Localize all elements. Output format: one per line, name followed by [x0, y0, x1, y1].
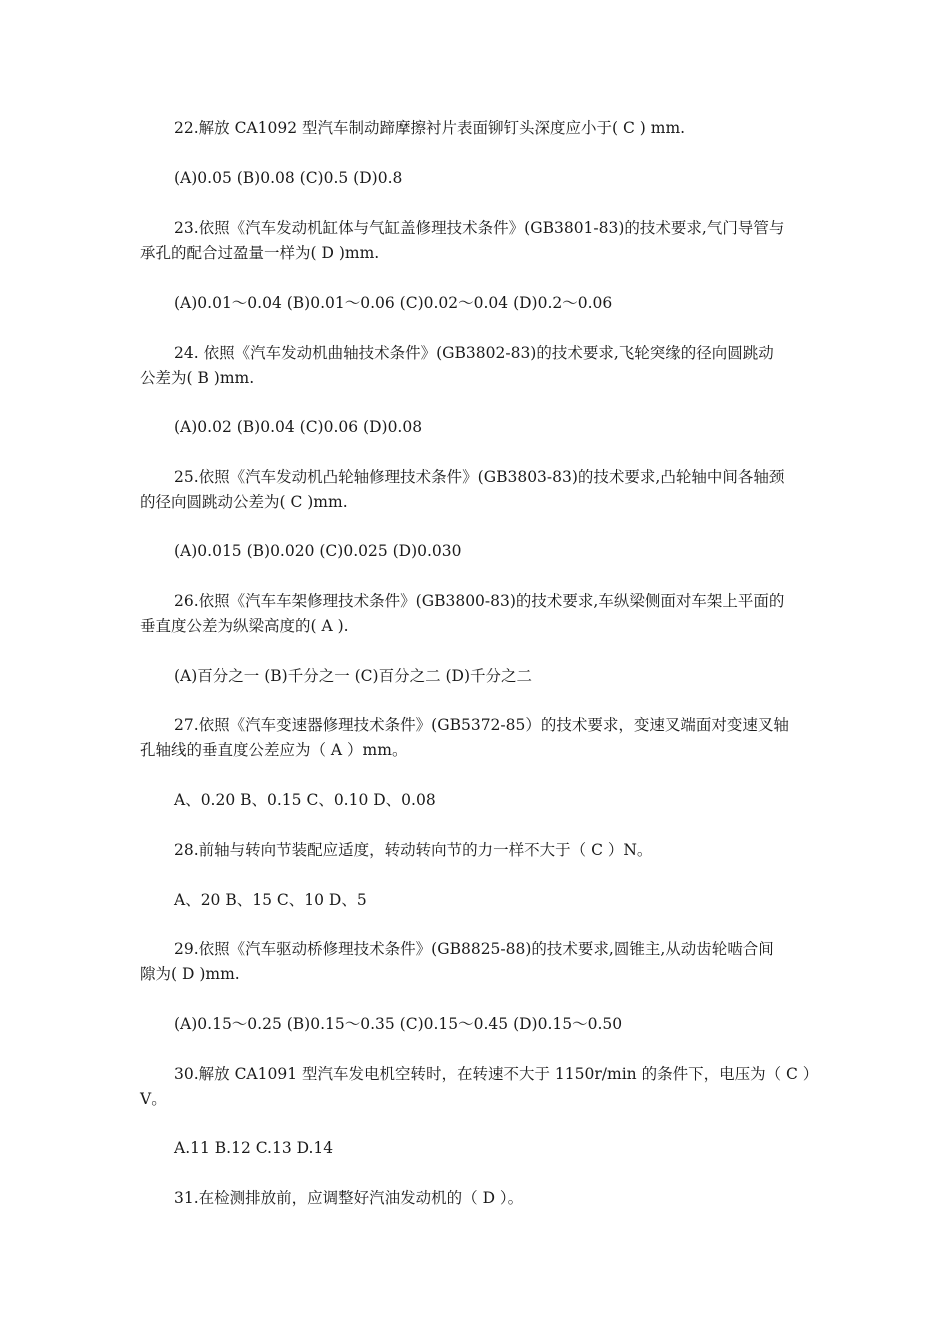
question-22-line-1: 22.解放 CA1092 型汽车制动蹄摩擦衬片表面铆钉头深度应小于( C ) mm.: [174, 119, 686, 137]
question-29-options: (A)0.15～0.25 (B)0.15～0.35 (C)0.15～0.45 (D)0.15～0.50: [174, 1015, 623, 1033]
question-27-options: A、0.20 B、0.15 C、0.10 D、0.08: [174, 791, 436, 809]
question-31-line-1: 31.在检测排放前，应调整好汽油发动机的（ D ）。: [174, 1189, 524, 1207]
question-23-line-1: 23.依照《汽车发动机缸体与气缸盖修理技术条件》(GB3801-83)的技术要求,气门导管与: [174, 219, 785, 237]
question-22-options: (A)0.05 (B)0.08 (C)0.5 (D)0.8: [174, 169, 403, 187]
question-30-options: A.11 B.12 C.13 D.14: [174, 1139, 334, 1157]
question-30-line-2: V。: [140, 1090, 167, 1108]
question-28-line-1: 28.前轴与转向节装配应适度，转动转向节的力一样不大于（ C ）N。: [174, 841, 653, 859]
question-23-line-2: 承孔的配合过盈量一样为( D )mm.: [140, 244, 380, 262]
question-27-line-1: 27.依照《汽车变速器修理技术条件》(GB5372-85）的技术要求，变速叉端面对变速叉轴: [174, 716, 789, 734]
question-30-line-1: 30.解放 CA1091 型汽车发电机空转时，在转速不大于 1150r/min 的条件下，电压为（ C ）: [174, 1065, 819, 1083]
question-29-line-2: 隙为( D )mm.: [140, 965, 240, 983]
question-24-line-1: 24. 依照《汽车发动机曲轴技术条件》(GB3802-83)的技术要求,飞轮突缘的径向圆跳动: [174, 344, 774, 362]
question-24-line-2: 公差为( B )mm.: [140, 369, 255, 387]
question-26-options: (A)百分之一 (B)千分之一 (C)百分之二 (D)千分之二: [174, 667, 533, 685]
question-25-line-2: 的径向圆跳动公差为( C )mm.: [140, 493, 348, 511]
question-25-line-1: 25.依照《汽车发动机凸轮轴修理技术条件》(GB3803-83)的技术要求,凸轮轴中间各轴颈: [174, 468, 785, 486]
question-26-line-1: 26.依照《汽车车架修理技术条件》(GB3800-83)的技术要求,车纵梁侧面对车架上平面的: [174, 592, 785, 610]
question-27-line-2: 孔轴线的垂直度公差应为（ A ）mm。: [140, 741, 408, 759]
question-29-line-1: 29.依照《汽车驱动桥修理技术条件》(GB8825-88)的技术要求,圆锥主,从动齿轮啮合间: [174, 940, 774, 958]
question-28-options: A、20 B、15 C、10 D、5: [174, 891, 367, 909]
question-25-options: (A)0.015 (B)0.020 (C)0.025 (D)0.030: [174, 542, 462, 560]
question-24-options: (A)0.02 (B)0.04 (C)0.06 (D)0.08: [174, 418, 423, 436]
question-26-line-2: 垂直度公差为纵梁高度的( A ).: [140, 617, 349, 635]
question-23-options: (A)0.01～0.04 (B)0.01～0.06 (C)0.02～0.04 (D)0.2～0.06: [174, 294, 613, 312]
